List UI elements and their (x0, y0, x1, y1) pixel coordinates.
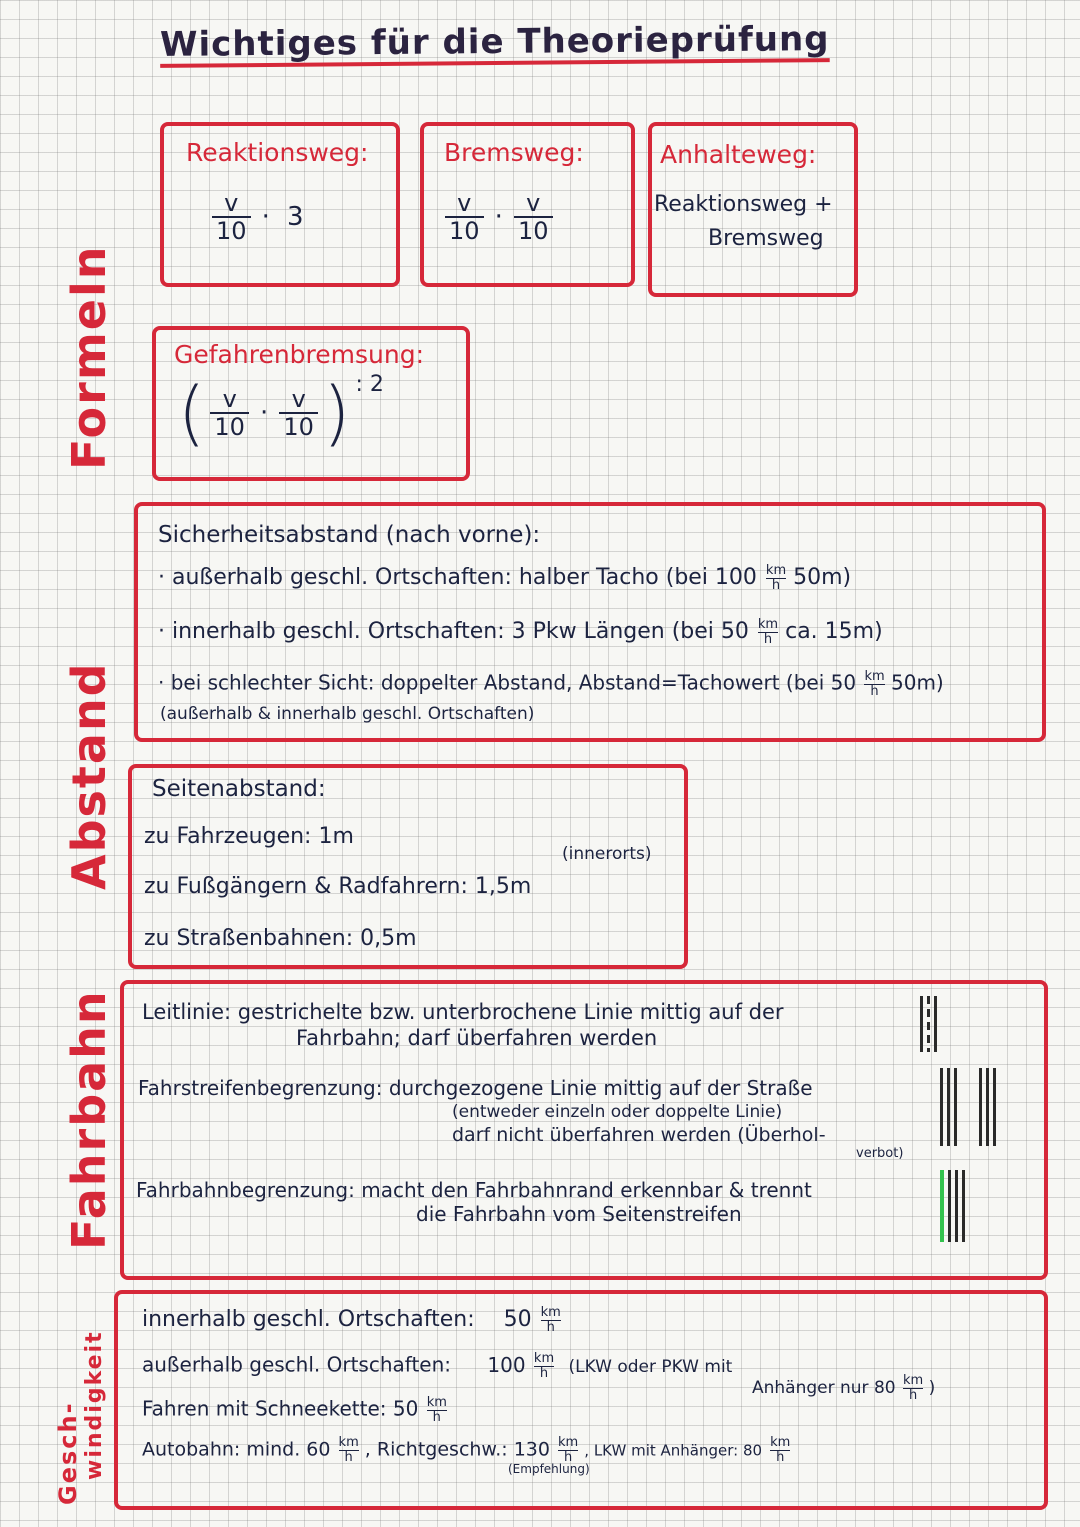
sicherheitsabstand-line-2: · innerhalb geschl. Ortschaften: 3 Pkw Längen (bei 50 $\frac{km}{h}$ ca. 15m) (158, 617, 883, 647)
seitenabstand-line-3: zu Straßenbahnen: 0,5m (144, 926, 417, 951)
geschwindigkeit-line-2: außerhalb geschl. Ortschaften: 100 $\frac{km}{h}$ (LKW oder PKW mit (142, 1351, 733, 1381)
gefahrenbremsung-label: Gefahrenbremsung: (174, 340, 425, 369)
unit-kmh: $\frac{km}{h}$ (533, 1351, 555, 1381)
geschwindigkeit-line-2-anhaenger: Anhänger nur 80 $\frac{km}{h}$ ) (752, 1373, 936, 1403)
fahrbahnbegrenzung-line-2: die Fahrbahn vom Seitenstreifen (416, 1202, 742, 1226)
leitlinie-marking-icon (920, 996, 937, 1052)
geschwindigkeit-line-1: innerhalb geschl. Ortschaften: 50 $\frac{km}{h}$ (142, 1305, 561, 1335)
fahrstreifenbegrenzung-line-2: (entweder einzeln oder doppelte Linie) (452, 1102, 783, 1122)
leitlinie-line-1: Leitlinie: gestrichelte bzw. unterbrochene Linie mittig auf der (142, 1000, 784, 1024)
side-label-formeln: Formeln (62, 244, 116, 470)
sicherheitsabstand-line-1: · außerhalb geschl. Ortschaften: halber Tacho (bei 100 $\frac{km}{h}$ 50m) (158, 563, 852, 593)
anhalteweg-line-2: Bremsweg (708, 226, 824, 251)
unit-kmh: $\frac{km}{h}$ (558, 1435, 579, 1465)
unit-kmh: $\frac{km}{h}$ (757, 617, 779, 647)
fahrstreifenbegrenzung-line-1: Fahrstreifenbegrenzung: durchgezogene Linie mittig auf der Straße (138, 1076, 813, 1100)
geschwindigkeit-line-3: Fahren mit Schneekette: 50 $\frac{km}{h}$ (142, 1395, 447, 1425)
fraction: $\frac{v}{10}$ (212, 190, 251, 245)
seitenabstand-heading: Seitenabstand: (152, 776, 326, 802)
sicherheitsabstand-line-4: (außerhalb & innerhalb geschl. Ortschaften) (160, 704, 535, 724)
unit-kmh: $\frac{km}{h}$ (426, 1395, 447, 1425)
sicherheitsabstand-heading: Sicherheitsabstand (nach vorne): (158, 522, 541, 548)
seitenabstand-note: (innerorts) (562, 844, 652, 864)
side-label-fahrbahn: Fahrbahn (62, 989, 116, 1250)
fraction: $\frac{v}{10}$ (210, 386, 249, 441)
fahrstreifenbegrenzung-line-3: darf nicht überfahren werden (Überhol- (452, 1124, 826, 1146)
unit-kmh: $\frac{km}{h}$ (338, 1435, 359, 1465)
geschwindigkeit-empfehlung-note: (Empfehlung) (508, 1462, 590, 1476)
side-label-abstand: Abstand (62, 661, 116, 890)
page-title: Wichtiges für die Theorieprüfung (159, 19, 830, 65)
side-label-geschwindigkeit-1: Gesch- (54, 1401, 82, 1505)
side-label-geschwindigkeit-2: windigkeit (82, 1330, 107, 1480)
unit-kmh: $\frac{km}{h}$ (864, 669, 885, 699)
gefahrenbremsung-formula: ( $\frac{v}{10}$ · $\frac{v}{10}$ ) : 2 (178, 372, 384, 454)
fahrstreifenbegrenzung-line-4: verbot) (856, 1146, 904, 1161)
fahrbahnbegrenzung-marking-icon (940, 1170, 965, 1242)
leitlinie-line-2: Fahrbahn; darf überfahren werden (296, 1026, 658, 1050)
unit-kmh: $\frac{km}{h}$ (770, 1435, 791, 1465)
seitenabstand-line-1: zu Fahrzeugen: 1m (144, 824, 354, 849)
fraction: $\frac{v}{10}$ (514, 190, 553, 245)
geschwindigkeit-line-4: Autobahn: mind. 60 $\frac{km}{h}$ , Richtgeschw.: 130 $\frac{km}{h}$ , LKW mit Anhänger: 80 $\frac{km}{h}$ (142, 1435, 791, 1465)
fraction: $\frac{v}{10}$ (279, 386, 318, 441)
bremsweg-label: Bremsweg: (444, 138, 584, 167)
seitenabstand-line-2: zu Fußgängern & Radfahrern: 1,5m (144, 874, 532, 899)
bremsweg-formula: $\frac{v}{10}$ · $\frac{v}{10}$ (445, 190, 553, 245)
sicherheitsabstand-line-3: · bei schlechter Sicht: doppelter Abstand, Abstand=Tachowert (bei 50 $\frac{km}{h}$ 50m) (158, 669, 944, 699)
unit-kmh: $\frac{km}{h}$ (903, 1373, 924, 1403)
unit-kmh: $\frac{km}{h}$ (765, 563, 787, 593)
reaktionsweg-formula: $\frac{v}{10}$ · 3 (212, 190, 310, 245)
fraction: $\frac{v}{10}$ (445, 190, 484, 245)
unit-kmh: $\frac{km}{h}$ (540, 1305, 561, 1335)
fahrbahnbegrenzung-line-1: Fahrbahnbegrenzung: macht den Fahrbahnrand erkennbar & trennt (136, 1178, 812, 1202)
reaktionsweg-label: Reaktionsweg: (186, 138, 369, 167)
anhalteweg-line-1: Reaktionsweg + (654, 192, 833, 217)
anhalteweg-label: Anhalteweg: (660, 140, 817, 169)
fahrstreifenbegrenzung-marking-icon (940, 1068, 996, 1146)
